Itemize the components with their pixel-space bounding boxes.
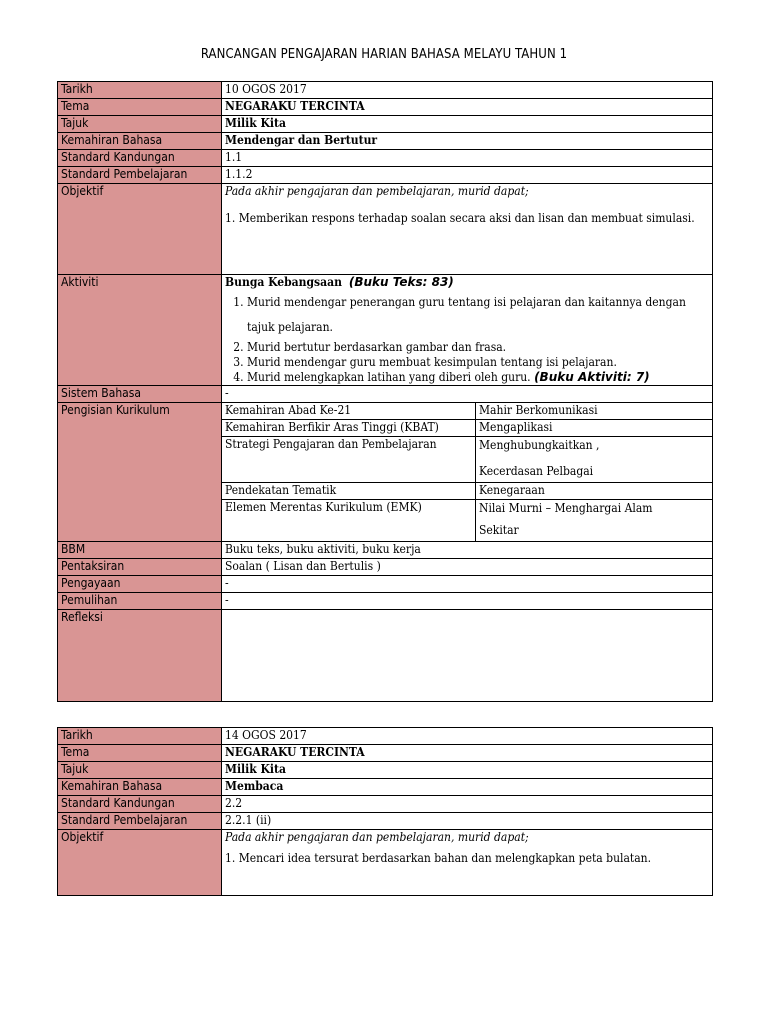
lesson-plan-table-2 [57,727,713,896]
value-bbm: Buku teks, buku aktiviti, buku kerja [222,542,713,559]
label-tema: Tema [58,745,222,762]
label-standard-kandungan: Standard Kandungan [58,796,222,813]
pengisian-key: Pendekatan Tematik [222,482,476,499]
document-title: RANCANGAN PENGAJARAN HARIAN BAHASA MELAYU TAHUN 1 [200,47,568,62]
value-standard-kandungan: 2.2 [222,796,713,813]
label-aktiviti: Aktiviti [58,275,222,386]
label-objektif: Objektif [58,184,222,275]
pengisian-key: Kemahiran Abad Ke-21 [222,403,476,419]
pengisian-row [222,482,712,499]
label-tema: Tema [58,99,222,116]
value-kemahiran-bahasa: Mendengar dan Bertutur [222,133,713,150]
aktiviti-book-ref: (Buku Teks: 83) [348,275,454,289]
aktiviti-item-2: 2. Murid bertutur berdasarkan gambar dan frasa. [247,340,709,355]
pengisian-row [222,403,712,419]
value-tajuk: Milik Kita [222,762,713,779]
label-standard-pembelajaran: Standard Pembelajaran [58,813,222,830]
objektif-intro: Pada akhir pengajaran dan pembelajaran, murid dapat; [225,184,529,198]
label-refleksi: Refleksi [58,610,222,702]
value-tarikh: 10 OGOS 2017 [222,82,713,99]
label-tajuk: Tajuk [58,762,222,779]
label-pemulihan: Pemulihan [58,593,222,610]
value-tema: NEGARAKU TERCINTA [222,745,713,762]
value-pemulihan: - [222,593,713,610]
label-pentaksiran: Pentaksiran [58,559,222,576]
pengisian-row [222,499,712,541]
label-pengayaan: Pengayaan [58,576,222,593]
objektif-intro: Pada akhir pengajaran dan pembelajaran, murid dapat; [225,830,529,844]
pengisian-value-line: Menghubungkaitkan , [479,437,600,452]
pengisian-row [222,436,712,482]
label-bbm: BBM [58,542,222,559]
pengisian-value: Mahir Berkomunikasi [476,403,713,419]
aktiviti-title: Bunga Kebangsaan [225,275,342,289]
aktiviti-item-1: 1. Murid mendengar penerangan guru tentang isi pelajaran dan kaitannya dengan tajuk pelajaran. [247,290,709,340]
pengisian-key: Elemen Merentas Kurikulum (EMK) [222,499,476,541]
value-standard-pembelajaran: 2.2.1 (ii) [222,813,713,830]
label-objektif: Objektif [58,830,222,896]
value-pengisian-kurikulum [222,403,713,542]
objektif-item: 1. Memberikan respons terhadap soalan secara aksi dan lisan dan membuat simulasi. [225,211,695,225]
value-tarikh: 14 OGOS 2017 [222,728,713,745]
pengisian-value: Mengaplikasi [476,419,713,436]
label-kemahiran-bahasa: Kemahiran Bahasa [58,779,222,796]
value-aktiviti [222,275,713,386]
label-pengisian-kurikulum: Pengisian Kurikulum [58,403,222,542]
lesson-plan-table-1 [57,81,713,702]
value-standard-pembelajaran: 1.1.2 [222,167,713,184]
pengisian-value-line: Sekitar [479,522,519,537]
value-standard-kandungan: 1.1 [222,150,713,167]
pengisian-table [222,403,712,541]
value-sistem-bahasa: - [222,386,713,403]
label-tarikh: Tarikh [58,82,222,99]
label-sistem-bahasa: Sistem Bahasa [58,386,222,403]
pengisian-value: Kenegaraan [476,482,713,499]
pengisian-value-line: Kecerdasan Pelbagai [479,463,594,478]
pengisian-key: Strategi Pengajaran dan Pembelajaran [222,436,476,482]
label-tajuk: Tajuk [58,116,222,133]
value-tajuk: Milik Kita [222,116,713,133]
pengisian-value-line: Nilai Murni – Menghargai Alam [479,500,653,515]
value-pentaksiran: Soalan ( Lisan dan Bertulis ) [222,559,713,576]
value-kemahiran-bahasa: Membaca [222,779,713,796]
aktiviti-activity-ref: (Buku Aktiviti: 7) [534,370,650,384]
label-tarikh: Tarikh [58,728,222,745]
label-kemahiran-bahasa: Kemahiran Bahasa [58,133,222,150]
aktiviti-item-4: 4. Murid melengkapkan latihan yang diberi oleh guru. (Buku Aktiviti: 7) [247,370,709,385]
value-objektif [222,184,713,275]
aktiviti-list [225,290,709,385]
label-standard-pembelajaran: Standard Pembelajaran [58,167,222,184]
pengisian-value [476,436,713,482]
label-standard-kandungan: Standard Kandungan [58,150,222,167]
pengisian-row [222,419,712,436]
pengisian-key: Kemahiran Berfikir Aras Tinggi (KBAT) [222,419,476,436]
aktiviti-item-3: 3. Murid mendengar guru membuat kesimpulan tentang isi pelajaran. [247,355,709,370]
objektif-item: 1. Mencari idea tersurat berdasarkan bahan dan melengkapkan peta bulatan. [225,851,652,865]
value-refleksi [222,610,713,702]
value-objektif [222,830,713,896]
pengisian-value [476,499,713,541]
value-pengayaan: - [222,576,713,593]
value-tema: NEGARAKU TERCINTA [222,99,713,116]
